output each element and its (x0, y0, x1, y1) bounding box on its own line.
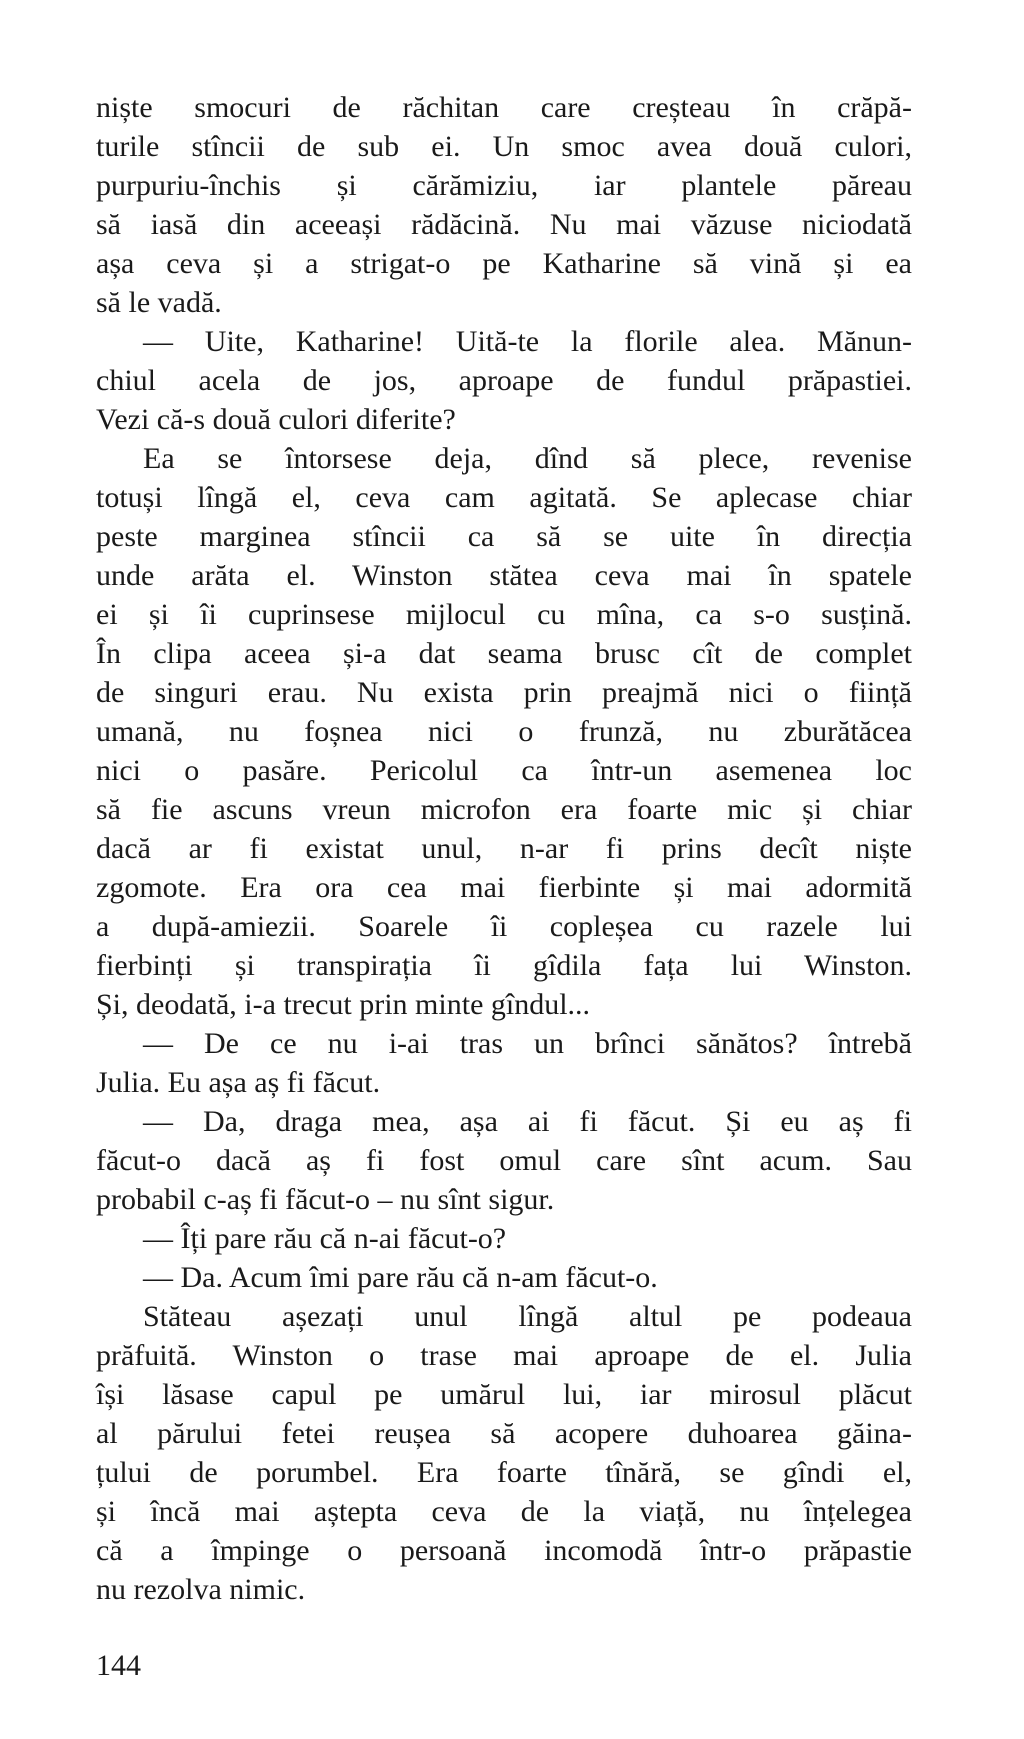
page-text (96, 88, 912, 1609)
text-line: Stăteau așezați unul lîngă altul pe podeaua (143, 1300, 912, 1333)
text-line: În clipa aceea și-a dat seama brusc cît de complet (96, 637, 912, 670)
text-line: chiul acela de jos, aproape de fundul prăpastiei. (96, 364, 912, 397)
text-line: Ea se întorsese deja, dînd să plece, revenise (143, 442, 912, 475)
text-line: de singuri erau. Nu exista prin preajmă nici o ființă (96, 676, 912, 709)
text-line: probabil c-aș fi făcut-o – nu sînt sigur. (96, 1183, 555, 1216)
paragraph (96, 88, 912, 322)
paragraph (96, 1024, 912, 1102)
text-line: prăfuită. Winston o trase mai aproape de el. Julia (96, 1339, 912, 1372)
text-line: — Uite, Katharine! Uită-te la florile alea. Mănun- (143, 325, 912, 358)
paragraph (96, 1258, 912, 1297)
text-line: — Îți pare rău că n-ai făcut-o? (143, 1222, 507, 1255)
text-line: — Da. Acum îmi pare rău că n-am făcut-o. (143, 1261, 658, 1294)
text-line: umană, nu foșnea nici o frunză, nu zburătăcea (96, 715, 912, 748)
text-line: să fie ascuns vreun microfon era foarte mic și chiar (96, 793, 912, 826)
text-line: unde arăta el. Winston stătea ceva mai în spatele (96, 559, 912, 592)
text-line: așa ceva și a strigat-o pe Katharine să vină și ea (96, 247, 912, 280)
paragraph (96, 1102, 912, 1219)
text-line: își lăsase capul pe umărul lui, iar mirosul plăcut (96, 1378, 912, 1411)
text-line: să le vadă. (96, 286, 222, 319)
text-line: zgomote. Era ora cea mai fierbinte și mai adormită (96, 871, 912, 904)
text-line: turile stîncii de sub ei. Un smoc avea două culori, (96, 130, 912, 163)
text-line: Julia. Eu așa aș fi făcut. (96, 1066, 381, 1099)
text-line: ei și îi cuprinsese mijlocul cu mîna, ca s-o susțină. (96, 598, 912, 631)
text-line: totuși lîngă el, ceva cam agitată. Se aplecase chiar (96, 481, 912, 514)
text-line: nici o pasăre. Pericolul ca într-un asemenea loc (96, 754, 912, 787)
text-line: Și, deodată, i-a trecut prin minte gîndul... (96, 988, 591, 1021)
text-line: fierbinți și transpirația îi gîdila fața lui Winston. (96, 949, 912, 982)
text-line: făcut-o dacă aș fi fost omul care sînt acum. Sau (96, 1144, 912, 1177)
paragraph (96, 1297, 912, 1609)
text-line: peste marginea stîncii ca să se uite în direcția (96, 520, 912, 553)
text-line: țului de porumbel. Era foarte tînără, se gîndi el, (96, 1456, 912, 1489)
text-line: nu rezolva nimic. (96, 1573, 306, 1606)
text-line: al părului fetei reușea să acopere duhoarea găina- (96, 1417, 912, 1450)
text-line: dacă ar fi existat unul, n-ar fi prins decît niște (96, 832, 912, 865)
text-line: niște smocuri de răchitan care creșteau în crăpă- (96, 91, 912, 124)
text-line: să iasă din aceeași rădăcină. Nu mai văzuse niciodată (96, 208, 912, 241)
text-line: purpuriu-închis și cărămiziu, iar plantele păreau (96, 169, 912, 202)
text-line: — Da, draga mea, așa ai fi făcut. Și eu aș fi (143, 1105, 912, 1138)
page-number: 144 (96, 1649, 141, 1682)
text-line: că a împinge o persoană incomodă într-o prăpastie (96, 1534, 912, 1567)
text-line: și încă mai aștepta ceva de la viață, nu înțelegea (96, 1495, 912, 1528)
paragraph (96, 322, 912, 439)
text-line: — De ce nu i-ai tras un brînci sănătos? întrebă (143, 1027, 912, 1060)
paragraph (96, 439, 912, 1024)
paragraph (96, 1219, 912, 1258)
text-line: Vezi că-s două culori diferite? (96, 403, 456, 436)
text-line: a după-amiezii. Soarele îi copleșea cu razele lui (96, 910, 912, 943)
